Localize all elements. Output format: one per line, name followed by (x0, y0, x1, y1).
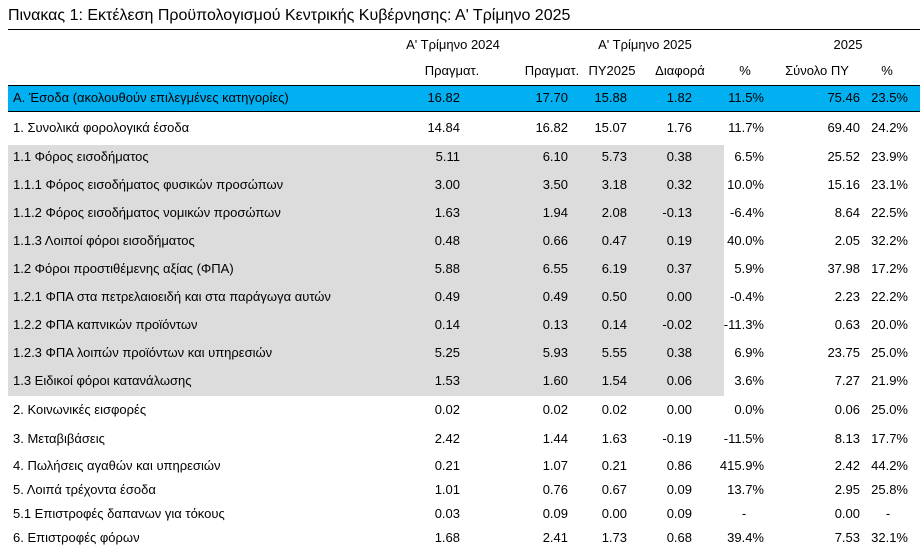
table-cell: 415.9% (719, 458, 764, 473)
table-cell: 0.68 (666, 530, 692, 545)
table-cell: 0.38 (666, 149, 692, 164)
table-cell: 0.0% (734, 402, 764, 417)
table-cell: 0.02 (434, 402, 460, 417)
row-label: 6. Επιστροφές φόρων (13, 530, 140, 545)
table-cell: 1.60 (542, 373, 568, 388)
row-label: 5.1 Επιστροφές δαπανων για τόκους (13, 506, 225, 521)
table-cell: 20.0% (871, 317, 908, 332)
table-cell: 11.5% (728, 90, 764, 105)
table-cell: 0.09 (666, 482, 692, 497)
table-cell: 23.9% (871, 149, 908, 164)
table-cell: 8.64 (834, 205, 860, 220)
table-cell: 0.09 (666, 506, 692, 521)
table-cell: 17.7% (871, 431, 908, 446)
table-cell: 6.10 (542, 149, 568, 164)
row-label: 4. Πωλήσεις αγαθών και υπηρεσιών (13, 458, 221, 473)
table-cell: 2.42 (834, 458, 860, 473)
table-cell: 25.8% (871, 482, 908, 497)
column-header: Διαφορά (655, 63, 705, 78)
table-cell: 1.94 (542, 205, 568, 220)
table-cell: 0.02 (601, 402, 627, 417)
row-label: 5. Λοιπά τρέχοντα έσοδα (13, 482, 156, 497)
table-cell: 2.23 (834, 289, 860, 304)
table-cell: 0.03 (434, 506, 460, 521)
table-cell: 7.27 (834, 373, 860, 388)
title-divider (8, 29, 920, 30)
column-header: Πραγματ. (524, 63, 580, 78)
table-cell: 0.86 (666, 458, 692, 473)
column-header: % (739, 63, 751, 78)
table-cell: 1.63 (434, 205, 460, 220)
table-cell: 0.63 (834, 317, 860, 332)
table-cell: -0.13 (662, 205, 692, 220)
table-cell: 15.07 (594, 120, 627, 135)
table-cell: 0.49 (542, 289, 568, 304)
table-cell: - (885, 506, 891, 521)
table-cell: 1.53 (434, 373, 460, 388)
table-cell: 5.73 (601, 149, 627, 164)
table-cell: 6.19 (601, 261, 627, 276)
row-label: 1.2 Φόροι προστιθέμενης αξίας (ΦΠΑ) (13, 261, 234, 276)
table-cell: 2.95 (834, 482, 860, 497)
table-cell: 0.06 (666, 373, 692, 388)
row-label: 1.1.3 Λοιποί φόροι εισοδήματος (13, 233, 195, 248)
table-cell: 5.88 (434, 261, 460, 276)
table-cell: 1.54 (601, 373, 627, 388)
table-cell: 0.00 (834, 506, 860, 521)
table-cell: 10.0% (727, 177, 764, 192)
table-cell: 32.1% (871, 530, 908, 545)
table-cell: 25.0% (871, 345, 908, 360)
table-cell: 0.14 (434, 317, 460, 332)
table-cell: 25.52 (827, 149, 860, 164)
table-cell: 0.09 (542, 506, 568, 521)
row-label: 1.2.1 ΦΠΑ στα πετρελαιοειδή και στα παράγωγα αυτών (13, 289, 331, 304)
column-header: Σύνολο ΠΥ (785, 63, 849, 78)
table-cell: 37.98 (827, 261, 860, 276)
table-cell: 16.82 (427, 90, 460, 105)
table-cell: 23.75 (827, 345, 860, 360)
table-cell: 3.6% (734, 373, 764, 388)
table-cell: 2.42 (434, 431, 460, 446)
table-cell: 0.13 (542, 317, 568, 332)
table-cell: 5.25 (434, 345, 460, 360)
table-cell: 0.48 (434, 233, 460, 248)
table-cell: 0.00 (666, 289, 692, 304)
table-cell: 1.76 (666, 120, 692, 135)
table-cell: 40.0% (727, 233, 764, 248)
table-cell: 0.67 (601, 482, 627, 497)
group-header-2025-quarter: Α' Τρίμηνο 2025 (598, 37, 692, 52)
table-cell: 25.0% (871, 402, 908, 417)
row-label: 1.2.2 ΦΠΑ καπνικών προϊόντων (13, 317, 198, 332)
table-cell: 6.55 (542, 261, 568, 276)
table-cell: 0.14 (601, 317, 627, 332)
table-cell: 7.53 (834, 530, 860, 545)
row-label: 1.1.2 Φόρος εισοδήματος νομικών προσώπων (13, 205, 281, 220)
header-divider (8, 85, 920, 86)
table-cell: -0.19 (662, 431, 692, 446)
table-cell: 1.73 (601, 530, 627, 545)
table-cell: 5.11 (435, 149, 460, 164)
table-cell: 0.00 (666, 402, 692, 417)
table-cell: 0.21 (601, 458, 627, 473)
table-cell: 0.32 (666, 177, 692, 192)
table-cell: 0.66 (542, 233, 568, 248)
row-label: 1. Συνολικά φορολογικά έσοδα (13, 120, 190, 135)
table-cell: 3.50 (542, 177, 568, 192)
table-cell: 0.50 (601, 289, 627, 304)
table-cell: 23.5% (871, 90, 908, 105)
table-cell: 15.88 (594, 90, 627, 105)
table-cell: 0.47 (601, 233, 627, 248)
table-cell: 1.82 (666, 90, 692, 105)
table-cell: 0.76 (542, 482, 568, 497)
table-cell: -6.4% (730, 205, 764, 220)
group-header-2024: Α' Τρίμηνο 2024 (406, 37, 500, 52)
table-cell: 5.55 (601, 345, 627, 360)
table-cell: 5.9% (734, 261, 764, 276)
table-cell: 11.7% (728, 120, 764, 135)
column-header: ΠΥ2025 (588, 63, 636, 78)
table-cell: 0.19 (666, 233, 692, 248)
table-cell: 32.2% (871, 233, 908, 248)
table-cell: 22.5% (871, 205, 908, 220)
table-cell: 15.16 (827, 177, 860, 192)
column-header: Πραγματ. (424, 63, 480, 78)
row-label: 1.1.1 Φόρος εισοδήματος φυσικών προσώπων (13, 177, 284, 192)
table-cell: 1.68 (434, 530, 460, 545)
row-label: 1.2.3 ΦΠΑ λοιπών προϊόντων και υπηρεσιών (13, 345, 273, 360)
table-cell: 0.21 (434, 458, 460, 473)
highlight-divider (8, 111, 920, 112)
table-cell: 3.18 (601, 177, 627, 192)
table-cell: 1.01 (434, 482, 460, 497)
table-cell: -11.5% (723, 431, 764, 446)
table-title: Πινακας 1: Εκτέλεση Προϋπολογισμού Κεντρικής Κυβέρνησης: Α' Τρίμηνο 2025 (8, 7, 571, 24)
table-cell: 1.44 (542, 431, 568, 446)
table-cell: 22.2% (871, 289, 908, 304)
table-cell: -0.02 (662, 317, 692, 332)
table-cell: 0.06 (834, 402, 860, 417)
table-cell: 75.46 (827, 90, 860, 105)
table-cell: 6.9% (734, 345, 764, 360)
row-label: 2. Κοινωνικές εισφορές (13, 402, 147, 417)
table-cell: 2.05 (834, 233, 860, 248)
table-cell: -11.3% (723, 317, 764, 332)
table-cell: 44.2% (871, 458, 908, 473)
table-cell: 0.00 (601, 506, 627, 521)
table-cell: 0.37 (666, 261, 692, 276)
table-cell: 5.93 (542, 345, 568, 360)
table-cell: 69.40 (827, 120, 860, 135)
table-cell: 2.08 (601, 205, 627, 220)
table-cell: 6.5% (734, 149, 764, 164)
column-header: % (881, 63, 893, 78)
table-cell: 24.2% (871, 120, 908, 135)
table-cell: 1.07 (542, 458, 568, 473)
table-cell: 17.70 (535, 90, 568, 105)
table-cell: 21.9% (871, 373, 908, 388)
row-label: 1.1 Φόρος εισοδήματος (13, 149, 149, 164)
table-cell: 0.02 (542, 402, 568, 417)
table-cell: 14.84 (427, 120, 460, 135)
table-cell: 16.82 (535, 120, 568, 135)
table-cell: 8.13 (834, 431, 860, 446)
table-cell: 0.38 (666, 345, 692, 360)
row-label: 1.3 Ειδικοί φόροι κατανάλωσης (13, 373, 192, 388)
table-cell: 1.63 (601, 431, 627, 446)
table-cell: 17.2% (871, 261, 908, 276)
table-cell: 0.49 (434, 289, 460, 304)
table-cell: 3.00 (434, 177, 460, 192)
table-cell: -0.4% (730, 289, 764, 304)
table-cell: 13.7% (727, 482, 764, 497)
group-header-2025: 2025 (833, 37, 863, 52)
row-label: Α. Έσοδα (ακολουθούν επιλεγμένες κατηγορίες) (13, 90, 289, 105)
table-cell: 23.1% (871, 177, 908, 192)
table-cell: 2.41 (542, 530, 568, 545)
row-label: 3. Μεταβιβάσεις (13, 431, 105, 446)
table-cell: - (741, 506, 747, 521)
table-cell: 39.4% (727, 530, 764, 545)
